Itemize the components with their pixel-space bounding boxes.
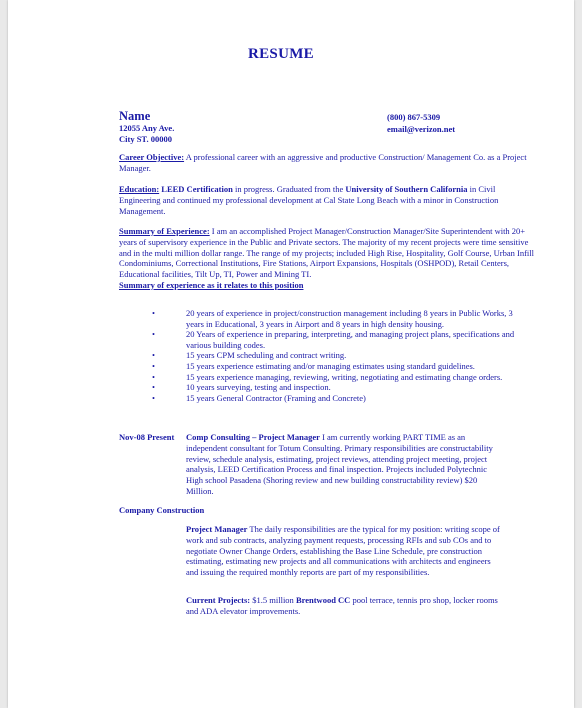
job1-text: I am currently working PART TIME as an independent consultant for Totum Consulting. Primary responsibilities are constructability review, schedule analysis, estimating, project reviews, attending project meeting, project analysis, LEED Certification Process and final inspection. Projects included Polytechnic High school Pasadena (Shoring review and new building constructability review) $20 Million. [186, 432, 493, 496]
bullet-glyph: • [152, 350, 155, 361]
current-projects-text-1: $1.5 million [250, 595, 296, 605]
education [119, 184, 539, 216]
contact-info [387, 111, 455, 135]
bullet-glyph: • [152, 382, 155, 393]
career-objective [119, 152, 539, 174]
education-cert: LEED Certification [159, 184, 233, 194]
phone-number: (800) 867-5309 [387, 112, 441, 122]
education-text-1: in progress. Graduated from the [232, 184, 346, 194]
address-line-1: 12055 Any Ave. [119, 123, 175, 133]
list-item: • 20 Years of experience in preparing, interpreting, and managing project plans, specifications and various building codes. [152, 329, 515, 350]
job2-description [186, 524, 504, 578]
bullet-glyph: • [152, 360, 155, 371]
job1-description [186, 432, 504, 497]
education-text-2: in Civil Engineering and continued my professional development at Cal State Long Beach with a minor in Construction Management. [119, 184, 499, 216]
candidate-name: Name [119, 109, 151, 123]
current-projects-label: Current Projects: [186, 595, 251, 605]
address-line-2: City ST. 00000 [119, 134, 172, 144]
bullet-glyph: • [152, 329, 155, 340]
bullet-glyph: • [152, 392, 155, 403]
page-title: RESUME [248, 46, 314, 62]
resume-page [8, 0, 574, 708]
job2-text: The daily responsibilities are the typical for my position: writing scope of work and sub contracts, analyzing payment requests, processing RFIs and sub COs and to negotiate Owner Change Orders, establishing the Base Line Schedule, pre construction estimating, estimating new projects and all communications with architects and engineers and issuing the required monthly reports are part of my responsibilities. [186, 524, 500, 578]
experience-bullet-list [148, 308, 528, 403]
job1-title: Comp Consulting – Project Manager [186, 432, 320, 442]
summary-label: Summary of Experience: [119, 226, 210, 236]
list-item: • 15 years experience managing, reviewing, writing, negotiating and estimating change orders. [152, 371, 503, 382]
job1-dates: Nov-08 Present [119, 432, 175, 442]
current-projects [186, 595, 504, 617]
education-label: Education: [119, 184, 160, 194]
email-address: email@verizon.net [387, 124, 456, 134]
current-projects-name: Brentwood CC [295, 595, 351, 605]
career-objective-text: A professional career with an aggressive and productive Construction/ Management Co. as a Project Manager. [119, 152, 527, 173]
bullet-glyph: • [152, 308, 155, 318]
current-projects-text-2: pool terrace, tennis pro shop, locker rooms and ADA elevator improvements. [186, 595, 498, 616]
career-objective-label: Career Objective: [119, 152, 185, 162]
list-item: • 20 years of experience in project/construction management including 8 years in Public Works, 3 years in Educational, 3 years in Airport and 8 years in high density housing. [152, 308, 513, 329]
list-item: • 15 years General Contractor (Framing and Concrete) [152, 392, 366, 403]
list-item: • 10 years surveying, testing and inspection. [152, 382, 331, 393]
bullet-glyph: • [152, 371, 155, 382]
summary-text: I am an accomplished Project Manager/Construction Manager/Site Superintendent with 20+ years of supervisory experience in the Public and Private sectors. The majority of my recent projects were time sensitive and in the multi million dollar range. The range of my projects; included High Rise, Hospitality, Golf Course, Urban Infill Condominiums, Correctional Institutions, Fire Stations, Airport Expansions, Hospitals (OSHPOD), Retail Centers, Educational facilities, Tilt Up, TI, Power and Mining TI. [119, 226, 535, 280]
candidate-address [119, 123, 174, 145]
job2-role: Project Manager [186, 524, 248, 534]
list-item: • 15 years experience estimating and/or managing estimates using standard guidelines. [152, 360, 475, 371]
position-summary-label: Summary of experience as it relates to this position [119, 279, 304, 290]
summary-of-experience [119, 226, 539, 291]
job2-company: Company Construction [119, 505, 205, 515]
education-university: University of Southern California [345, 184, 468, 194]
list-item: • 15 years CPM scheduling and contract writing. [152, 350, 347, 361]
